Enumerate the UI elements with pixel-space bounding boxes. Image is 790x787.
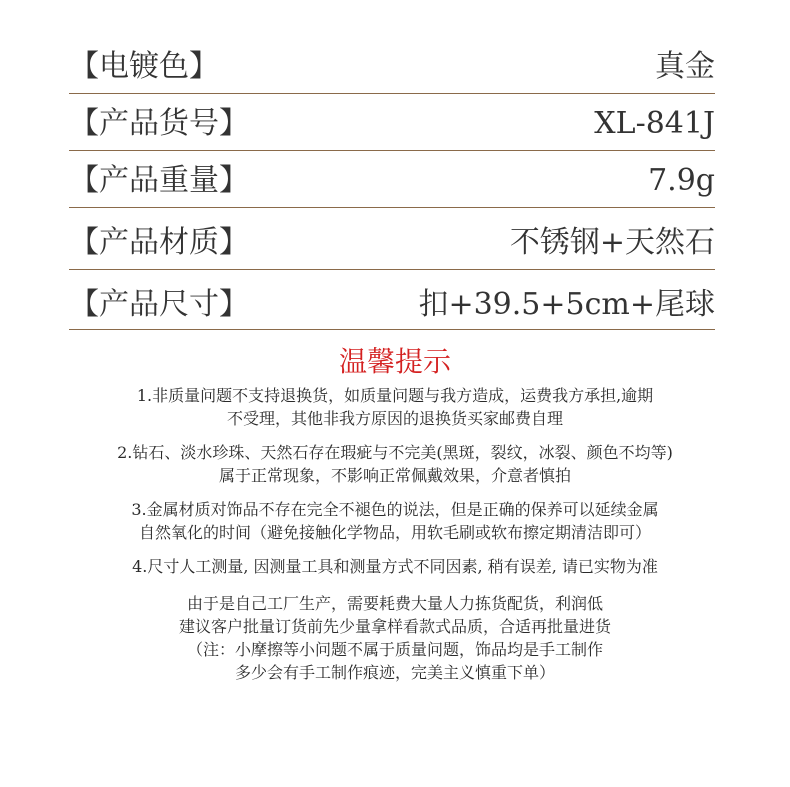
notice-line: 2.钻石、淡水珍珠、天然石存在瑕疵与不完美(黑斑，裂纹，冰裂、颜色不均等) bbox=[117, 443, 673, 462]
spec-value: 扣+39.5+5cm+尾球 bbox=[418, 287, 715, 322]
notice-line: 自然氧化的时间（避免接触化学物品，用软毛刷或软布擦定期清洁即可） bbox=[138, 523, 651, 542]
spec-label: 【产品材质】 bbox=[69, 225, 249, 260]
notice-line: 不受理，其他非我方原因的退换货买家邮费自理 bbox=[226, 409, 563, 428]
notice-line: 建议客户批量订货前先少量拿样看款式品质，合适再批量进货 bbox=[178, 617, 611, 636]
spec-row-product-size bbox=[69, 269, 715, 330]
spec-label: 【产品货号】 bbox=[69, 106, 249, 141]
notice-line: 由于是自己工厂生产，需要耗费大量人力拣货配货，利润低 bbox=[186, 594, 603, 613]
spec-label: 【电镀色】 bbox=[69, 49, 219, 84]
notice-line: 4.尺寸人工测量, 因测量工具和测量方式不同因素, 稍有误差, 请已实物为准 bbox=[132, 557, 658, 576]
spec-value: 真金 bbox=[655, 49, 715, 84]
notice-item-5 bbox=[0, 592, 790, 684]
notice-line: 3.金属材质对饰品不存在完全不褪色的说法，但是正确的保养可以延续金属 bbox=[131, 500, 659, 519]
spec-value: 不锈钢+天然石 bbox=[509, 225, 715, 260]
notice-line: 多少会有手工制作痕迹，完美主义慎重下单） bbox=[234, 663, 555, 682]
notice-item-4 bbox=[0, 555, 790, 578]
notice-line: 1.非质量问题不支持退换货，如质量问题与我方造成，运费我方承担,逾期 bbox=[136, 386, 654, 405]
spec-label: 【产品尺寸】 bbox=[69, 287, 249, 322]
notice-line: 属于正常现象，不影响正常佩戴效果，介意者慎拍 bbox=[218, 466, 571, 485]
notice-item-3 bbox=[0, 498, 790, 544]
spec-value: 7.9g bbox=[648, 163, 715, 198]
notice-title: 温馨提示 bbox=[338, 345, 451, 378]
notice-item-1 bbox=[0, 384, 790, 430]
spec-row-product-number bbox=[69, 93, 715, 151]
spec-row-product-material bbox=[69, 207, 715, 270]
spec-row-product-weight bbox=[69, 150, 715, 208]
spec-label: 【产品重量】 bbox=[69, 163, 249, 198]
notice-line: （注：小摩擦等小问题不属于质量问题，饰品均是手工制作 bbox=[186, 640, 603, 659]
notice-item-2 bbox=[0, 441, 790, 487]
spec-value: XL-841J bbox=[594, 106, 715, 141]
spec-row-plating-color bbox=[69, 45, 715, 94]
